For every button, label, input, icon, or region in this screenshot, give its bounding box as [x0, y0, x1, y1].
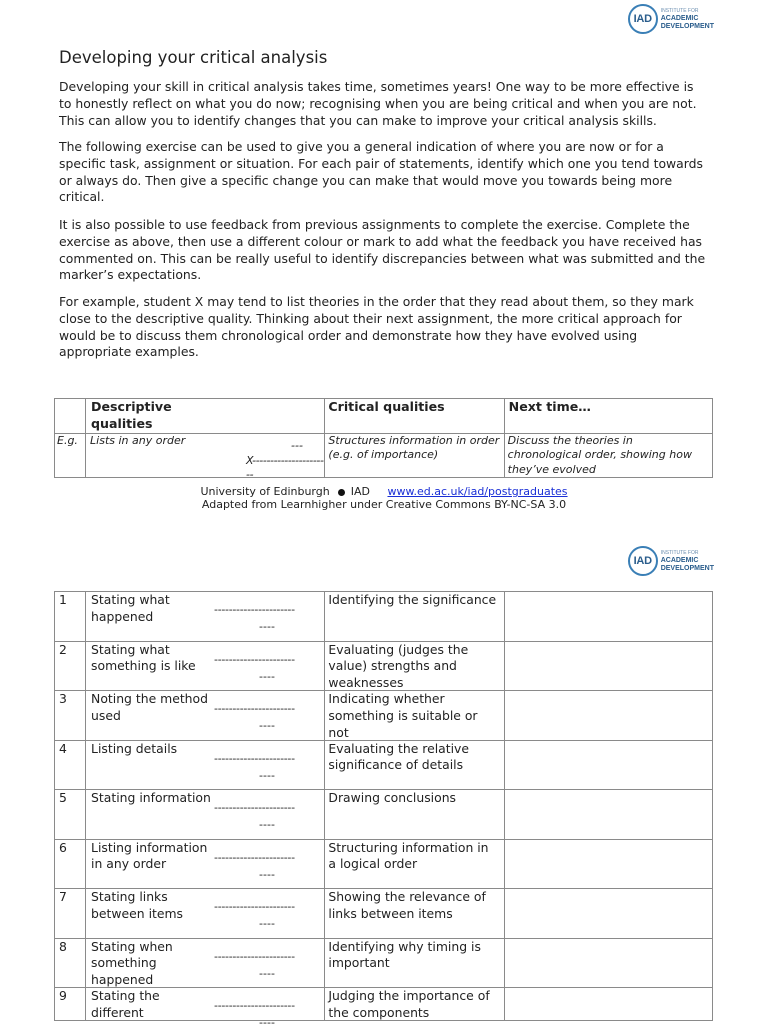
descriptive-quality: Listing details: [91, 740, 178, 756]
critical-quality: Indicating whether something is suitable or not: [328, 691, 478, 740]
critical-quality: Judging the importance of the components: [328, 988, 490, 1020]
footer-adapted: Adapted from Learnhigher under Creative Commons BY-NC-SA 3.0: [201, 498, 567, 511]
next-time-cell[interactable]: [505, 642, 712, 691]
scale-line[interactable]: ----------------------: [214, 652, 295, 666]
next-time-cell[interactable]: [505, 741, 712, 790]
descriptive-quality: Stating what happened: [91, 592, 170, 624]
intro-paragraph: Developing your skill in critical analysis takes time, sometimes years! One way to be more effective is to honestly reflect on what you do now; recognising when you are being critical and when you are not. This can allow you to identify changes that you can make to improve your critical analysis skills.: [59, 79, 697, 128]
critical-quality: Identifying the significance: [328, 592, 497, 607]
scale-line[interactable]: ----------------------: [214, 751, 295, 765]
header-critical: Critical qualities: [328, 399, 445, 414]
scale-line[interactable]: ----------------------: [214, 603, 295, 616]
descriptive-quality: Stating information: [91, 790, 211, 805]
iad-logo: [628, 4, 714, 34]
critical-quality: Identifying why timing is important: [328, 938, 481, 971]
scale-line[interactable]: ----------------------: [214, 702, 295, 715]
scale-line[interactable]: ----------------------: [214, 999, 295, 1012]
critical-quality: Structuring information in a logical order: [328, 839, 489, 872]
scale-line-end: ----: [259, 768, 275, 782]
scale-line-end: ----: [259, 1016, 275, 1029]
scale-line-end: ----: [259, 818, 275, 831]
table-header-row: [55, 399, 713, 434]
table-row: [55, 740, 713, 790]
row-number: 2: [59, 641, 67, 657]
scale-line[interactable]: ----------------------: [214, 900, 295, 913]
iad-logo-mark: IAD: [628, 546, 658, 576]
example-critical: Structures information in order (e.g. of importance): [328, 433, 500, 462]
scale-line-end: ----: [259, 620, 275, 633]
iad-logo-mark: IAD: [628, 4, 658, 34]
table-row: [55, 889, 713, 939]
table-row: [55, 641, 713, 691]
example-table: [54, 398, 713, 482]
page-title: Developing your critical analysis: [59, 48, 328, 67]
feedback-paragraph: It is also possible to use feedback from previous assignments to complete the exercise. Complete the exercise as above, then use a different colour or mark to add what the feedback you have received has commented on. This can be really useful to identify discrepancies between what was submitted and the marker’s expectations.: [59, 217, 706, 283]
scale-line[interactable]: ----------------------: [214, 850, 295, 864]
footer-university: University of Edinburgh: [200, 485, 330, 498]
example-descriptive: Lists in any order: [90, 433, 186, 447]
scale-line-end: ----: [259, 966, 275, 980]
row-number: 1: [59, 592, 67, 607]
critical-quality: Evaluating (judges the value) strengths and weaknesses: [328, 641, 469, 691]
scale-line-end: ----: [259, 719, 275, 732]
example-label: E.g.: [57, 433, 78, 447]
next-time-cell[interactable]: [505, 691, 712, 740]
critical-quality: Drawing conclusions: [328, 790, 457, 805]
iad-logo-page2: [628, 546, 714, 576]
scale-line[interactable]: ----------------------: [214, 949, 295, 963]
next-time-cell[interactable]: [505, 790, 712, 839]
example-paragraph: For example, student X may tend to list theories in the order that they read about them, so they mark close to the descriptive quality. Thinking about their next assignment, the more critical approach for would be to discuss them chronological order and demonstrate how they have evolved using appropriate examples.: [59, 294, 694, 360]
example-dash-top: ---: [291, 438, 303, 452]
footer-iad: IAD: [350, 485, 370, 498]
table-row: [55, 790, 713, 840]
descriptive-quality: Stating the different: [91, 988, 160, 1020]
scale-line-end: ----: [259, 867, 275, 881]
next-time-cell[interactable]: [505, 939, 712, 988]
row-number: 4: [59, 740, 67, 756]
example-row: [55, 433, 713, 478]
scale-line[interactable]: ----------------------: [214, 801, 295, 814]
table-row: [55, 938, 713, 988]
scale-line-end: ----: [259, 669, 275, 683]
descriptive-quality: Stating links between items: [91, 889, 184, 921]
bullet-icon: [338, 489, 345, 496]
row-number: 9: [59, 988, 67, 1003]
footer-link[interactable]: www.ed.ac.uk/iad/postgraduates: [387, 485, 568, 498]
next-time-cell[interactable]: [505, 592, 712, 641]
row-number: 3: [59, 691, 67, 706]
example-next-time: Discuss the theories in chronological order, showing how they’ve evolved: [507, 433, 692, 476]
iad-logo-text: INSTITUTE FOR ACADEMIC DEVELOPMENT: [660, 550, 714, 572]
example-marker: X----------------------: [246, 453, 324, 482]
table-row: [55, 839, 713, 889]
footer: [0, 485, 768, 511]
exercise-paragraph: The following exercise can be used to give you a general indication of where you are now or for a specific task, assignment or situation. For each pair of statements, identify which one you tend towards or always do. Then give a specific change you can make that would move you towards being more critical.: [59, 139, 703, 205]
critical-quality: Evaluating the relative significance of details: [328, 740, 470, 773]
iad-logo-text: INSTITUTE FOR ACADEMIC DEVELOPMENT: [660, 8, 714, 30]
descriptive-quality: Noting the method used: [91, 691, 208, 723]
row-number: 6: [59, 839, 67, 855]
next-time-cell[interactable]: [505, 840, 712, 889]
descriptive-quality: Stating what something is like: [91, 641, 196, 674]
row-number: 5: [59, 790, 67, 805]
critical-quality: Showing the relevance of links between items: [328, 889, 486, 921]
descriptive-quality: Listing information in any order: [91, 839, 208, 872]
descriptive-quality: Stating when something happened: [91, 938, 173, 988]
next-time-cell[interactable]: [505, 988, 712, 1020]
table-row: [55, 988, 713, 1021]
row-number: 8: [59, 938, 67, 954]
row-number: 7: [59, 889, 67, 904]
header-next-time: Next time…: [508, 399, 591, 414]
table-row: [55, 691, 713, 741]
exercise-table: [54, 591, 713, 1029]
header-descriptive: Descriptive qualities: [91, 399, 172, 431]
scale-line-end: ----: [259, 917, 275, 930]
table-row: [55, 592, 713, 642]
next-time-cell[interactable]: [505, 889, 712, 938]
